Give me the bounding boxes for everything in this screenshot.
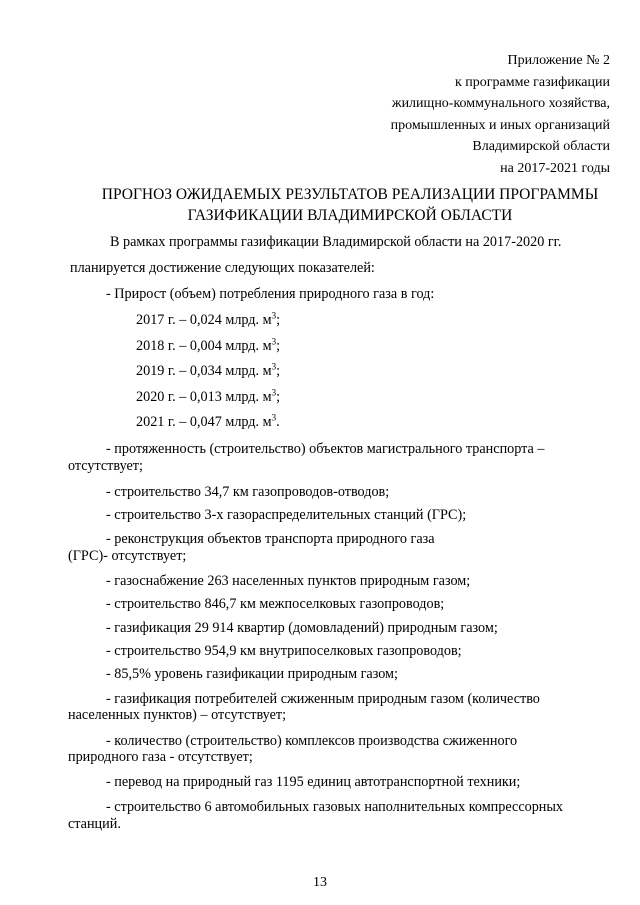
appendix-line: Приложение № 2 [507,53,610,68]
indicator-apartments: - газификация 29 914 квартир (домовладений) природным газом; [106,620,498,636]
appendix-line: на 2017-2021 годы [500,160,610,176]
appendix-line: к программе газификации [454,74,610,90]
appendix-line: промышленных и иных организаций [390,117,610,133]
indicator-transport-line-2: отсутствует; [68,458,143,474]
appendix-line: жилищно-коммунального хозяйства, [391,96,610,111]
appendix-line: Владимирской области [472,139,610,154]
indicator-vehicles: - перевод на природный газ 1195 единиц автотранспортной техники; [106,774,521,790]
indicator-reconstruction-line-1: - реконструкция объектов транспорта природного газа [106,531,435,547]
title-line-1: ПРОГНОЗ ОЖИДАЕМЫХ РЕЗУЛЬТАТОВ РЕАЛИЗАЦИИ ПРОГРАММЫ [101,186,599,203]
indicator-stations-line-1: - строительство 6 автомобильных газовых наполнительных компрессорных [106,799,564,815]
document-title [70,184,630,226]
indicator-branches: - строительство 34,7 км газопроводов-отводов; [106,484,390,500]
indicator-lng-complexes-line-2: природного газа - отсутствует; [68,749,253,765]
indicator-transport-line-1: - протяженность (строительство) объектов магистрального транспорта – [106,441,545,457]
growth-year-2017: 2017 г. – 0,024 млрд. $м^3$; [136,310,281,328]
indicator-intrasettlement: - строительство 954,9 км внутрипоселковых газопроводов; [106,643,462,659]
growth-year-2021: 2021 г. – 0,047 млрд. $м^3$. [136,412,280,430]
title-line-2: ГАЗИФИКАЦИИ ВЛАДИМИРСКОЙ ОБЛАСТИ [187,207,513,224]
indicator-grs: - строительство 3-х газораспределительных станций (ГРС); [106,507,467,523]
indicator-reconstruction-line-2: (ГРС)- отсутствует; [68,548,187,564]
growth-heading: - Прирост (объем) потребления природного газа в год: [106,286,435,302]
indicator-intersettlement: - строительство 846,7 км межпоселковых газопроводов; [106,596,445,612]
growth-year-2019: 2019 г. – 0,034 млрд. $м^3$; [136,361,281,379]
intro-line-1: В рамках программы газификации Владимирской области на 2017-2020 гг. [110,234,562,250]
indicator-supply: - газоснабжение 263 населенных пунктов природным газом; [106,573,471,589]
indicator-lng-complexes-line-1: - количество (строительство) комплексов производства сжиженного [106,733,518,749]
growth-year-2020: 2020 г. – 0,013 млрд. $м^3$; [136,387,281,405]
indicator-level: - 85,5% уровень газификации природным газом; [106,666,398,682]
intro-line-2: планируется достижение следующих показателей: [70,260,375,276]
growth-year-2018: 2018 г. – 0,004 млрд. $м^3$; [136,336,281,354]
indicator-lng-consumers-line-1: - газификация потребителей сжиженным природным газом (количество [106,691,540,707]
indicator-lng-consumers-line-2: населенных пунктов) – отсутствует; [68,707,287,723]
appendix-header [250,50,610,179]
page-number: 13 [313,875,327,890]
indicator-stations-line-2: станций. [68,816,121,832]
